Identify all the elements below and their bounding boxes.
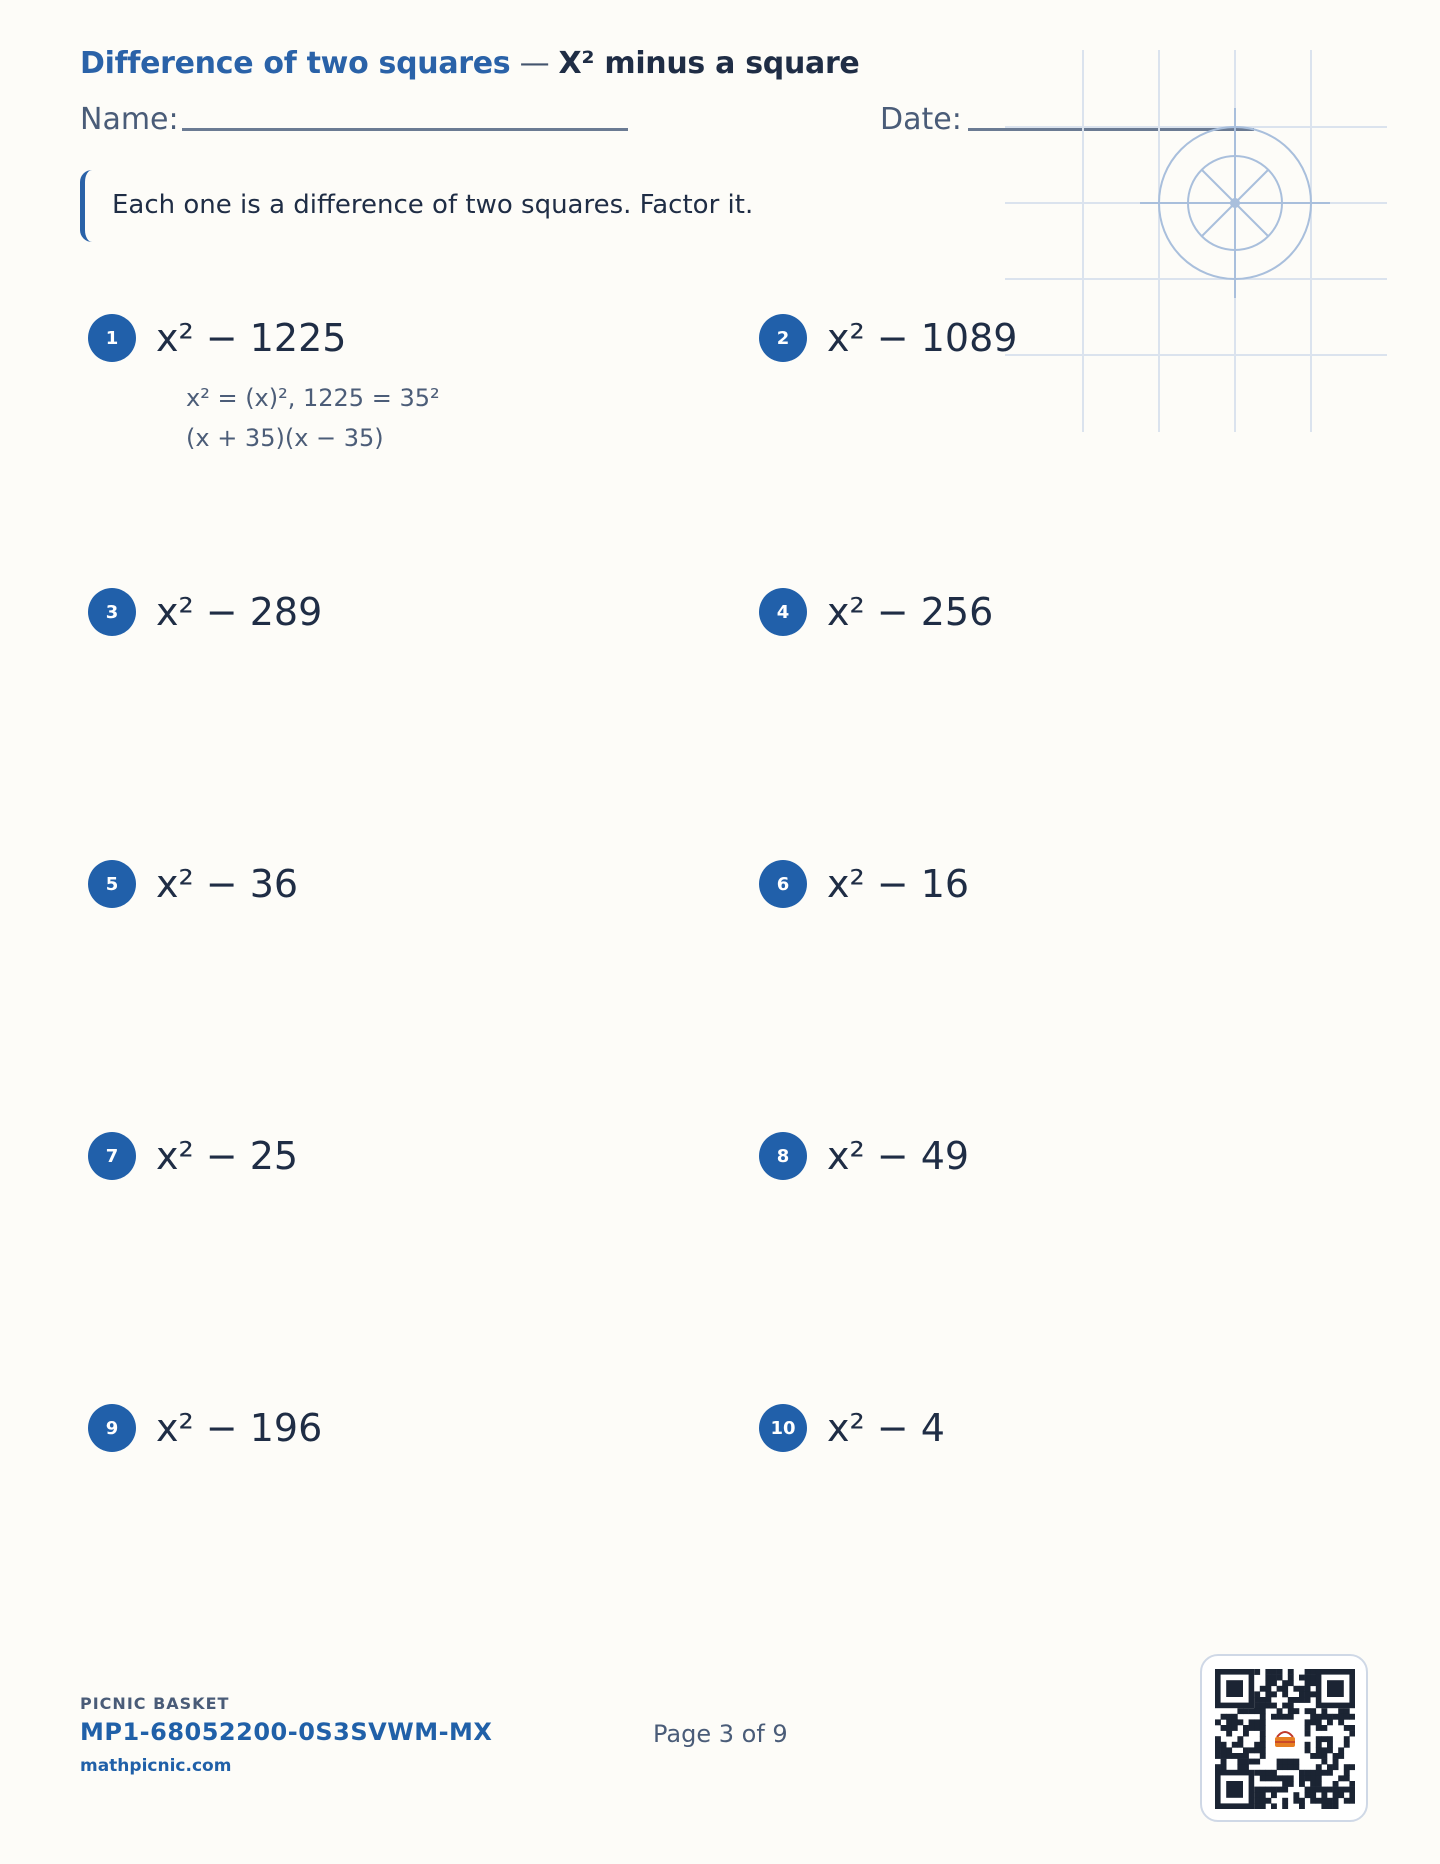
footer-brand: PICNIC BASKET bbox=[80, 1694, 230, 1713]
problem-number-badge: 7 bbox=[88, 1132, 136, 1180]
problem-expression: x² − 25 bbox=[156, 1134, 299, 1178]
problem-number-badge: 5 bbox=[88, 860, 136, 908]
problem-expression: x² − 256 bbox=[827, 590, 994, 634]
site-link[interactable]: mathpicnic.com bbox=[80, 1756, 232, 1776]
problem-expression: x² − 16 bbox=[827, 862, 970, 906]
worked-solution bbox=[186, 378, 440, 458]
problem-number-badge: 8 bbox=[759, 1132, 807, 1180]
qr-code-icon bbox=[1215, 1669, 1355, 1809]
page-title bbox=[80, 46, 859, 81]
problem-expression: x² − 289 bbox=[156, 590, 323, 634]
title-subtitle: X² minus a square bbox=[558, 46, 860, 81]
page-number: Page 3 of 9 bbox=[653, 1720, 788, 1748]
title-topic: Difference of two squares bbox=[80, 46, 511, 81]
problem-7 bbox=[80, 1126, 680, 1286]
problem-expression: x² − 1089 bbox=[827, 316, 1018, 360]
problem-expression: x² − 196 bbox=[156, 1406, 323, 1450]
title-separator: — bbox=[510, 46, 559, 81]
worksheet-code: MP1-68052200-0S3SVWM-MX bbox=[80, 1718, 493, 1746]
work-line-1: x² = (x)², 1225 = 35² bbox=[186, 384, 440, 412]
problem-number-badge: 1 bbox=[88, 314, 136, 362]
problem-number-badge: 3 bbox=[88, 588, 136, 636]
name-blank[interactable] bbox=[182, 128, 628, 131]
problem-expression: x² − 36 bbox=[156, 862, 299, 906]
problem-number-badge: 2 bbox=[759, 314, 807, 362]
problem-number-badge: 6 bbox=[759, 860, 807, 908]
qr-code bbox=[1200, 1654, 1368, 1822]
date-label: Date: bbox=[880, 102, 962, 137]
basket-logo-icon bbox=[1271, 1725, 1299, 1753]
problem-1 bbox=[80, 308, 680, 468]
callout-bar bbox=[80, 170, 92, 242]
problem-5 bbox=[80, 854, 680, 1014]
problem-8 bbox=[751, 1126, 1351, 1286]
problem-10 bbox=[751, 1398, 1351, 1558]
problem-3 bbox=[80, 582, 680, 742]
problem-expression: x² − 4 bbox=[827, 1406, 945, 1450]
instruction-callout bbox=[80, 170, 800, 242]
problem-4 bbox=[751, 582, 1351, 742]
problem-expression: x² − 49 bbox=[827, 1134, 970, 1178]
work-line-2: (x + 35)(x − 35) bbox=[186, 424, 384, 452]
problem-number-badge: 9 bbox=[88, 1404, 136, 1452]
problem-6 bbox=[751, 854, 1351, 1014]
problem-9 bbox=[80, 1398, 680, 1558]
name-label: Name: bbox=[80, 102, 179, 137]
problem-number-badge: 4 bbox=[759, 588, 807, 636]
instruction-text: Each one is a difference of two squares. Factor it. bbox=[112, 190, 754, 220]
problem-expression: x² − 1225 bbox=[156, 316, 347, 360]
problem-2 bbox=[751, 308, 1351, 468]
problem-number-badge: 10 bbox=[759, 1404, 807, 1452]
